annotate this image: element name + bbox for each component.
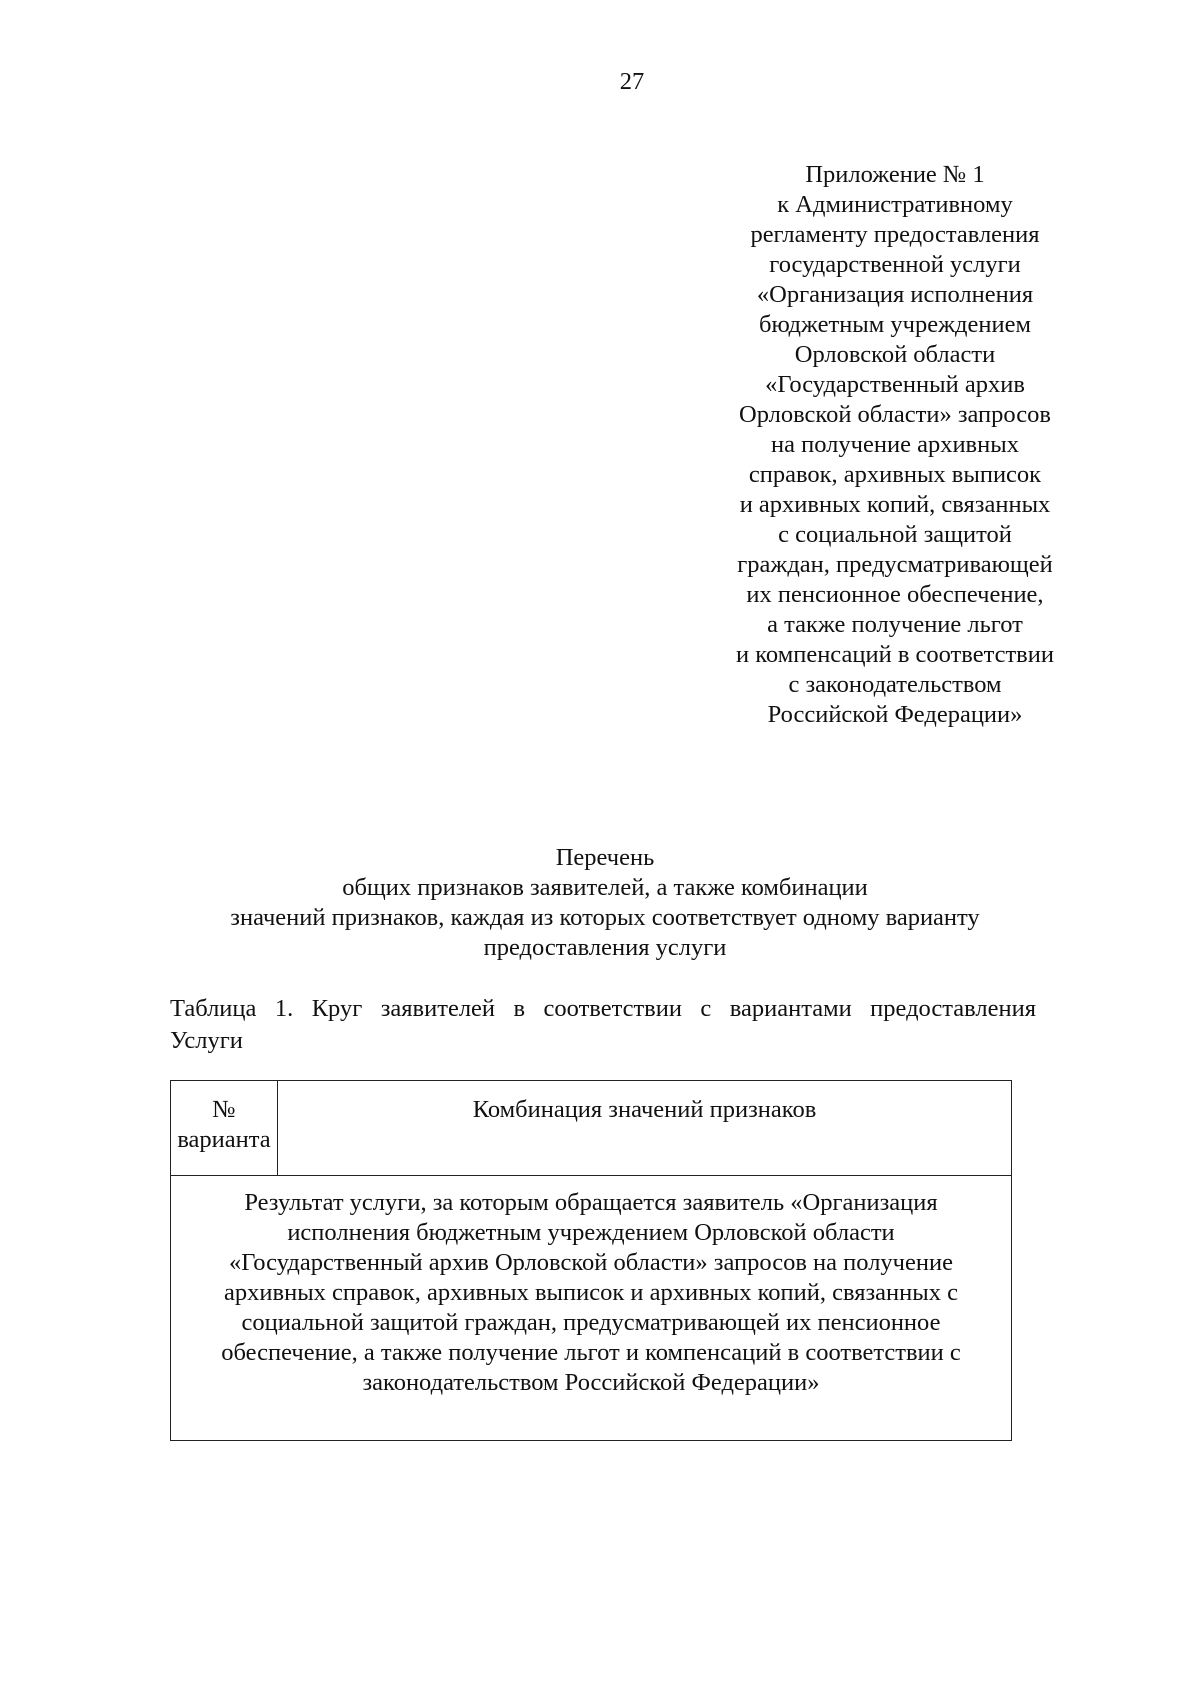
- appendix-line: к Административному: [777, 191, 1013, 218]
- table-header-row: [171, 1081, 1012, 1176]
- table-row: [171, 1176, 1012, 1441]
- appendix-line: «Организация исполнения: [756, 281, 1034, 308]
- appendix-line: их пенсионное обеспечение,: [746, 581, 1044, 608]
- header-variant-label: варианта: [177, 1126, 271, 1153]
- result-line: «Государственный архив Орловской области» запросов на получение: [229, 1249, 953, 1276]
- variants-table: [170, 1080, 1012, 1441]
- header-variant-number: [171, 1081, 278, 1176]
- title-line: значений признаков, каждая из которых соответствует одному варианту: [230, 904, 980, 931]
- appendix-line: справок, архивных выписок: [748, 461, 1042, 488]
- table-caption: Таблица 1. Круг заявителей в соответствии с вариантами предоставления Услуги: [170, 995, 1036, 1054]
- result-line: обеспечение, а также получение льгот и компенсаций в соответствии с: [221, 1339, 961, 1366]
- appendix-line: Российской Федерации»: [767, 701, 1023, 728]
- header-number-sign: №: [212, 1096, 236, 1123]
- title-line: предоставления услуги: [483, 934, 727, 961]
- appendix-line: с законодательством: [788, 671, 1002, 698]
- appendix-line: государственной услуги: [769, 251, 1021, 278]
- appendix-line: Орловской области» запросов: [739, 401, 1051, 428]
- document-title: [160, 843, 1050, 963]
- result-line: исполнения бюджетным учреждением Орловской области: [287, 1219, 895, 1246]
- result-line: законодательством Российской Федерации»: [362, 1369, 820, 1396]
- result-line: архивных справок, архивных выписок и архивных копий, связанных с: [224, 1279, 958, 1306]
- service-result-cell: [171, 1176, 1012, 1441]
- header-combination: Комбинация значений признаков: [278, 1081, 1012, 1176]
- appendix-header: [730, 160, 1060, 730]
- appendix-line: а также получение льгот: [767, 611, 1023, 638]
- result-line: социальной защитой граждан, предусматривающей их пенсионное: [241, 1309, 941, 1336]
- appendix-line: и архивных копий, связанных: [739, 491, 1051, 518]
- appendix-line: бюджетным учреждением: [759, 311, 1031, 338]
- appendix-line: Приложение № 1: [805, 161, 985, 188]
- appendix-line: граждан, предусматривающей: [737, 551, 1053, 578]
- appendix-line: регламенту предоставления: [750, 221, 1040, 248]
- appendix-line: «Государственный архив: [765, 371, 1025, 398]
- page-number: 27: [619, 68, 645, 95]
- appendix-line: Орловской области: [794, 341, 996, 368]
- appendix-line: и компенсаций в соответствии: [736, 641, 1054, 668]
- appendix-line: с социальной защитой: [778, 521, 1012, 548]
- title-line: Перечень: [555, 844, 655, 871]
- title-line: общих признаков заявителей, а также комбинации: [342, 874, 868, 901]
- appendix-line: на получение архивных: [771, 431, 1019, 458]
- result-line: Результат услуги, за которым обращается заявитель «Организация: [244, 1189, 938, 1216]
